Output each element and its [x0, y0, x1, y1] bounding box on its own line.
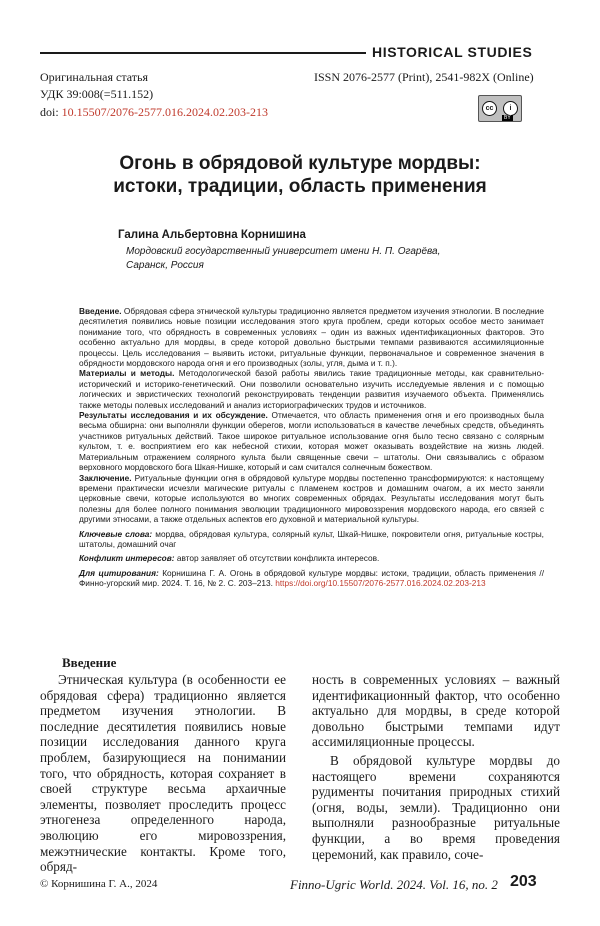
by-label: BY: [504, 115, 511, 121]
journal-section-title: HISTORICAL STUDIES: [372, 44, 533, 60]
udk-code: УДК 39:008(=511.152): [40, 87, 154, 101]
doi-line: [40, 104, 268, 120]
abstract-introduction: Введение. Обрядовая сфера этнической культуры традиционно является предметом изучения этнологии. В последние десятилетия появились новые позиции исследования этого круга проблем, среди которых особое место занимает понимание того, что обрядность в современных условиях – один из важных идентификационных факторов. Это особенно актуально для мордвы, в среде которой довольно быстрыми темпами развиваются ассимиляционные процессы. Цель исследования – выявить истоки, ритуальные функции, первоначальное и современное значения в обрядности мордовского народа огня и его производных (золы, угля, дыма и т. п.).: [79, 306, 544, 369]
article-title: [40, 152, 560, 198]
page-number: 203: [510, 873, 537, 890]
article-title-line-2: истоки, традиции, область применения: [113, 176, 487, 197]
doi-link[interactable]: 10.15507/2076-2577.016.2024.02.203-213: [61, 105, 268, 119]
body-column-left: [40, 672, 286, 875]
body-column-right: [312, 672, 560, 862]
doi-label: doi:: [40, 105, 59, 119]
affiliation-line-2: Саранск, Россия: [126, 260, 204, 271]
abstract: [79, 306, 544, 589]
paragraph: В обрядовой культуре мордвы до настоящего времени сохраняются рудименты почитания природных стихий (огня, воды, земли). Традиционно они выполняли разнообразные ритуальные функции, а во время проведения церемоний, как правило, соче-: [312, 752, 560, 862]
issn: ISSN 2076-2577 (Print), 2541-982X (Online): [314, 70, 534, 84]
journal-issue: Finno-Ugric World. 2024. Vol. 16, no. 2: [290, 877, 498, 892]
author-affiliation: [126, 245, 506, 273]
author-name: Галина Альбертовна Корнишина: [118, 229, 306, 241]
copyright: © Корнишина Г. А., 2024: [40, 878, 158, 890]
section-heading: Введение: [62, 655, 117, 670]
article-title-line-1: Огонь в обрядовой культуре мордвы:: [119, 153, 481, 174]
article-type: Оригинальная статья: [40, 70, 148, 84]
cc-icon: cc: [482, 101, 497, 116]
citation-doi-link[interactable]: https://doi.org/10.15507/2076-2577.016.2024.02.203-213: [275, 578, 486, 589]
affiliation-line-1: Мордовский государственный университет имени Н. П. Огарёва,: [126, 246, 441, 257]
person-icon: i: [503, 101, 518, 116]
paragraph: Этническая культура (в особенности ее обрядовая сфера) традиционно является предметом изучения этнологии. В последние десятилетия появились новые позиции исследования данного круга проблем, базирующиеся на понимании того, что обрядность, которая сохраняет в своей структуре весьма архаичные элементы, позволяет проследить процесс этногенеза определенного народа, эволюцию его мировоззрения, межэтнические контакты. Кроме того, обряд-: [40, 672, 286, 875]
abstract-results: Результаты исследования и их обсуждение. Отмечается, что область применения огня и его производных была весьма обширна: они выполняли функции оберегов, могли использоваться в качестве лечебных средств, объединять участников ритуальных действий. Такое широкое ритуальное использование огня было тесно связано с солярным культом, т. е. восприятием его как небесной стихии, которая может оказывать воздействие на жизнь людей. Материальным отражением солярного культа были священные свечи – штатолы. Они связывались с образом верховного мордовского бога Шкая-Нишке, который и сам считался солнечным божеством.: [79, 410, 544, 473]
abstract-conclusion: Заключение. Ритуальные функции огня в обрядовой культуре мордвы постепенно трансформируются: к настоящему времени практически исчезли магические ритуалы с пламенем костров и домашним очагом, а их место заняли церковные свечи, которые используются во многих современных обрядах. Результаты исследования могут быть полезны для более полного понимания эволюции традиционного мировоззрения мордовского народа, его связей с другими этносами, а также отдельных аспектов его духовной и материальной культуры.: [79, 472, 544, 525]
keywords: Ключевые слова: мордва, обрядовая культура, солярный культ, Шкай-Нишке, покровители огня, ритуальные костры, штатолы, домашний очаг: [79, 528, 544, 549]
cc-by-license-badge[interactable]: [478, 95, 522, 122]
citation: Для цитирования: Корнишина Г. А. Огонь в обрядовой культуре мордвы: истоки, традиции, область применения // Финно-угорский мир. 2024. Т. 16, № 2. С. 203–213. https://doi.org/10.15507/2076-2577.016.2024.02.203-213: [79, 567, 544, 589]
abstract-methods: Материалы и методы. Методологической базой работы явились такие традиционные методы, как сравнительно-исторический и историко-генетический. Они позволили основательно изучить исследуемые явления и с помощью логических и эвристических технологий реконструировать тенденции развития изучаемого объекта. Применялись также методы полевых исследований и анализ историографических трудов и источников.: [79, 368, 544, 410]
paragraph: ность в современных условиях – важный идентификационный фактор, что особенно актуально для мордвы, в среде которой довольно быстрыми темпами идут ассимиляционные процессы.: [312, 672, 560, 750]
header-rule: [40, 52, 366, 54]
conflict-of-interest: Конфликт интересов: автор заявляет об отсутствии конфликта интересов.: [79, 553, 380, 564]
